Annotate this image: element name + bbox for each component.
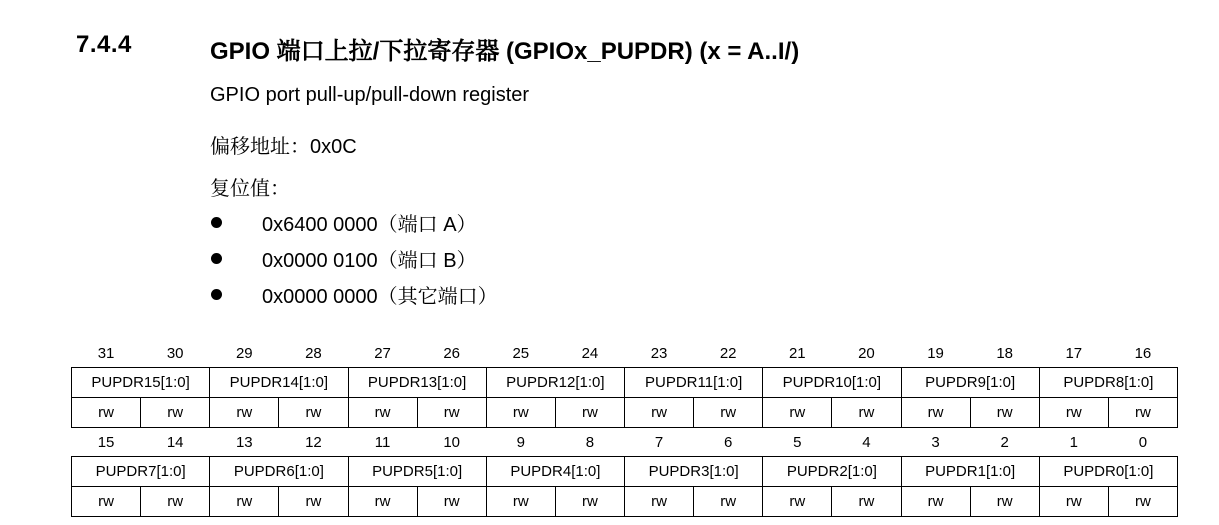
access-type: rw — [832, 487, 901, 517]
bit-number: 23 — [650, 344, 668, 362]
access-type: rw — [555, 487, 624, 517]
register-field: PUPDR7[1:0] — [72, 457, 210, 487]
bit-number: 28 — [305, 344, 322, 362]
bit-number: 12 — [305, 433, 322, 451]
bit-number: 19 — [927, 344, 944, 362]
bullet-icon — [211, 289, 222, 300]
access-type: rw — [210, 398, 279, 428]
access-type: rw — [348, 487, 417, 517]
access-type: rw — [763, 398, 832, 428]
access-type: rw — [1108, 398, 1177, 428]
field-name-row — [72, 457, 1178, 487]
register-field: PUPDR14[1:0] — [210, 368, 348, 398]
register-subtitle: GPIO port pull-up/pull-down register — [210, 84, 530, 106]
register-field: PUPDR12[1:0] — [486, 368, 624, 398]
access-type: rw — [1039, 398, 1108, 428]
bit-number: 10 — [443, 433, 461, 451]
bullet-icon — [211, 217, 222, 228]
reset-value-text: 0x0000 0000（其它端口） — [262, 286, 498, 308]
access-type: rw — [141, 487, 210, 517]
reset-value-item — [210, 244, 477, 273]
reset-value-item — [210, 208, 477, 237]
bit-number: 6 — [724, 433, 733, 451]
access-type: rw — [901, 398, 970, 428]
reset-value-item — [210, 280, 498, 309]
access-type: rw — [210, 487, 279, 517]
access-type: rw — [832, 398, 901, 428]
access-type: rw — [486, 487, 555, 517]
access-type-row — [72, 398, 1178, 428]
bit-number: 9 — [516, 433, 525, 451]
register-field: PUPDR8[1:0] — [1039, 368, 1177, 398]
register-field: PUPDR1[1:0] — [901, 457, 1039, 487]
reset-value-text: 0x0000 0100（端口 B） — [262, 250, 477, 272]
bit-number: 3 — [931, 433, 940, 451]
access-type: rw — [141, 398, 210, 428]
bit-number: 11 — [374, 433, 391, 451]
bit-number: 5 — [793, 433, 802, 451]
bit-number: 4 — [862, 433, 871, 451]
access-type: rw — [72, 487, 141, 517]
bit-number: 8 — [585, 433, 595, 451]
offset-address: 偏移地址：0x0C — [210, 136, 357, 158]
register-field: PUPDR13[1:0] — [348, 368, 486, 398]
bit-number: 26 — [443, 344, 461, 362]
register-field: PUPDR0[1:0] — [1039, 457, 1177, 487]
bullet-icon — [211, 253, 222, 264]
bit-number: 30 — [166, 344, 184, 362]
bit-number: 29 — [235, 344, 253, 362]
register-map-table — [71, 339, 1178, 517]
section-number: 7.4.4 — [76, 31, 132, 58]
section-title: GPIO 端口上拉/下拉寄存器 (GPIOx_PUPDR) (x = A..I/) — [210, 38, 800, 65]
register-field: PUPDR4[1:0] — [486, 457, 624, 487]
access-type: rw — [417, 487, 486, 517]
access-type: rw — [694, 398, 763, 428]
access-type: rw — [417, 398, 486, 428]
register-field: PUPDR15[1:0] — [72, 368, 210, 398]
reset-value-label: 复位值： — [210, 178, 290, 200]
register-field: PUPDR5[1:0] — [348, 457, 486, 487]
access-type: rw — [970, 487, 1039, 517]
bit-number: 20 — [858, 344, 875, 362]
bit-number: 0 — [1138, 433, 1148, 451]
bit-number: 16 — [1134, 344, 1152, 362]
access-type: rw — [486, 398, 555, 428]
register-field: PUPDR11[1:0] — [625, 368, 763, 398]
field-name-row — [72, 368, 1178, 398]
access-type: rw — [625, 398, 694, 428]
bit-number: 7 — [654, 433, 664, 451]
access-type: rw — [348, 398, 417, 428]
bit-number: 24 — [581, 344, 599, 362]
bit-number: 17 — [1065, 344, 1083, 362]
access-type: rw — [279, 487, 348, 517]
bit-number: 22 — [719, 344, 737, 362]
register-field: PUPDR6[1:0] — [210, 457, 348, 487]
reset-value-text: 0x6400 0000（端口 A） — [262, 214, 477, 236]
access-type: rw — [1039, 487, 1108, 517]
access-type: rw — [763, 487, 832, 517]
bit-number: 25 — [512, 344, 530, 362]
access-type-row — [72, 487, 1178, 517]
access-type: rw — [72, 398, 141, 428]
access-type: rw — [555, 398, 624, 428]
bit-number: 14 — [166, 433, 184, 451]
bit-number-row — [72, 339, 1178, 368]
bit-number-row — [72, 428, 1178, 457]
bit-number: 1 — [1069, 433, 1078, 451]
bit-number: 21 — [788, 344, 806, 362]
register-field: PUPDR9[1:0] — [901, 368, 1039, 398]
access-type: rw — [694, 487, 763, 517]
bit-number: 13 — [235, 433, 253, 451]
access-type: rw — [279, 398, 348, 428]
access-type: rw — [901, 487, 970, 517]
register-field: PUPDR2[1:0] — [763, 457, 901, 487]
bit-number: 31 — [97, 344, 115, 362]
bit-number: 18 — [996, 344, 1014, 362]
register-field: PUPDR3[1:0] — [625, 457, 763, 487]
access-type: rw — [970, 398, 1039, 428]
bit-number: 27 — [374, 344, 391, 362]
access-type: rw — [1108, 487, 1177, 517]
access-type: rw — [625, 487, 694, 517]
bit-number: 2 — [1000, 433, 1009, 451]
bit-number: 15 — [97, 433, 115, 451]
register-field: PUPDR10[1:0] — [763, 368, 901, 398]
